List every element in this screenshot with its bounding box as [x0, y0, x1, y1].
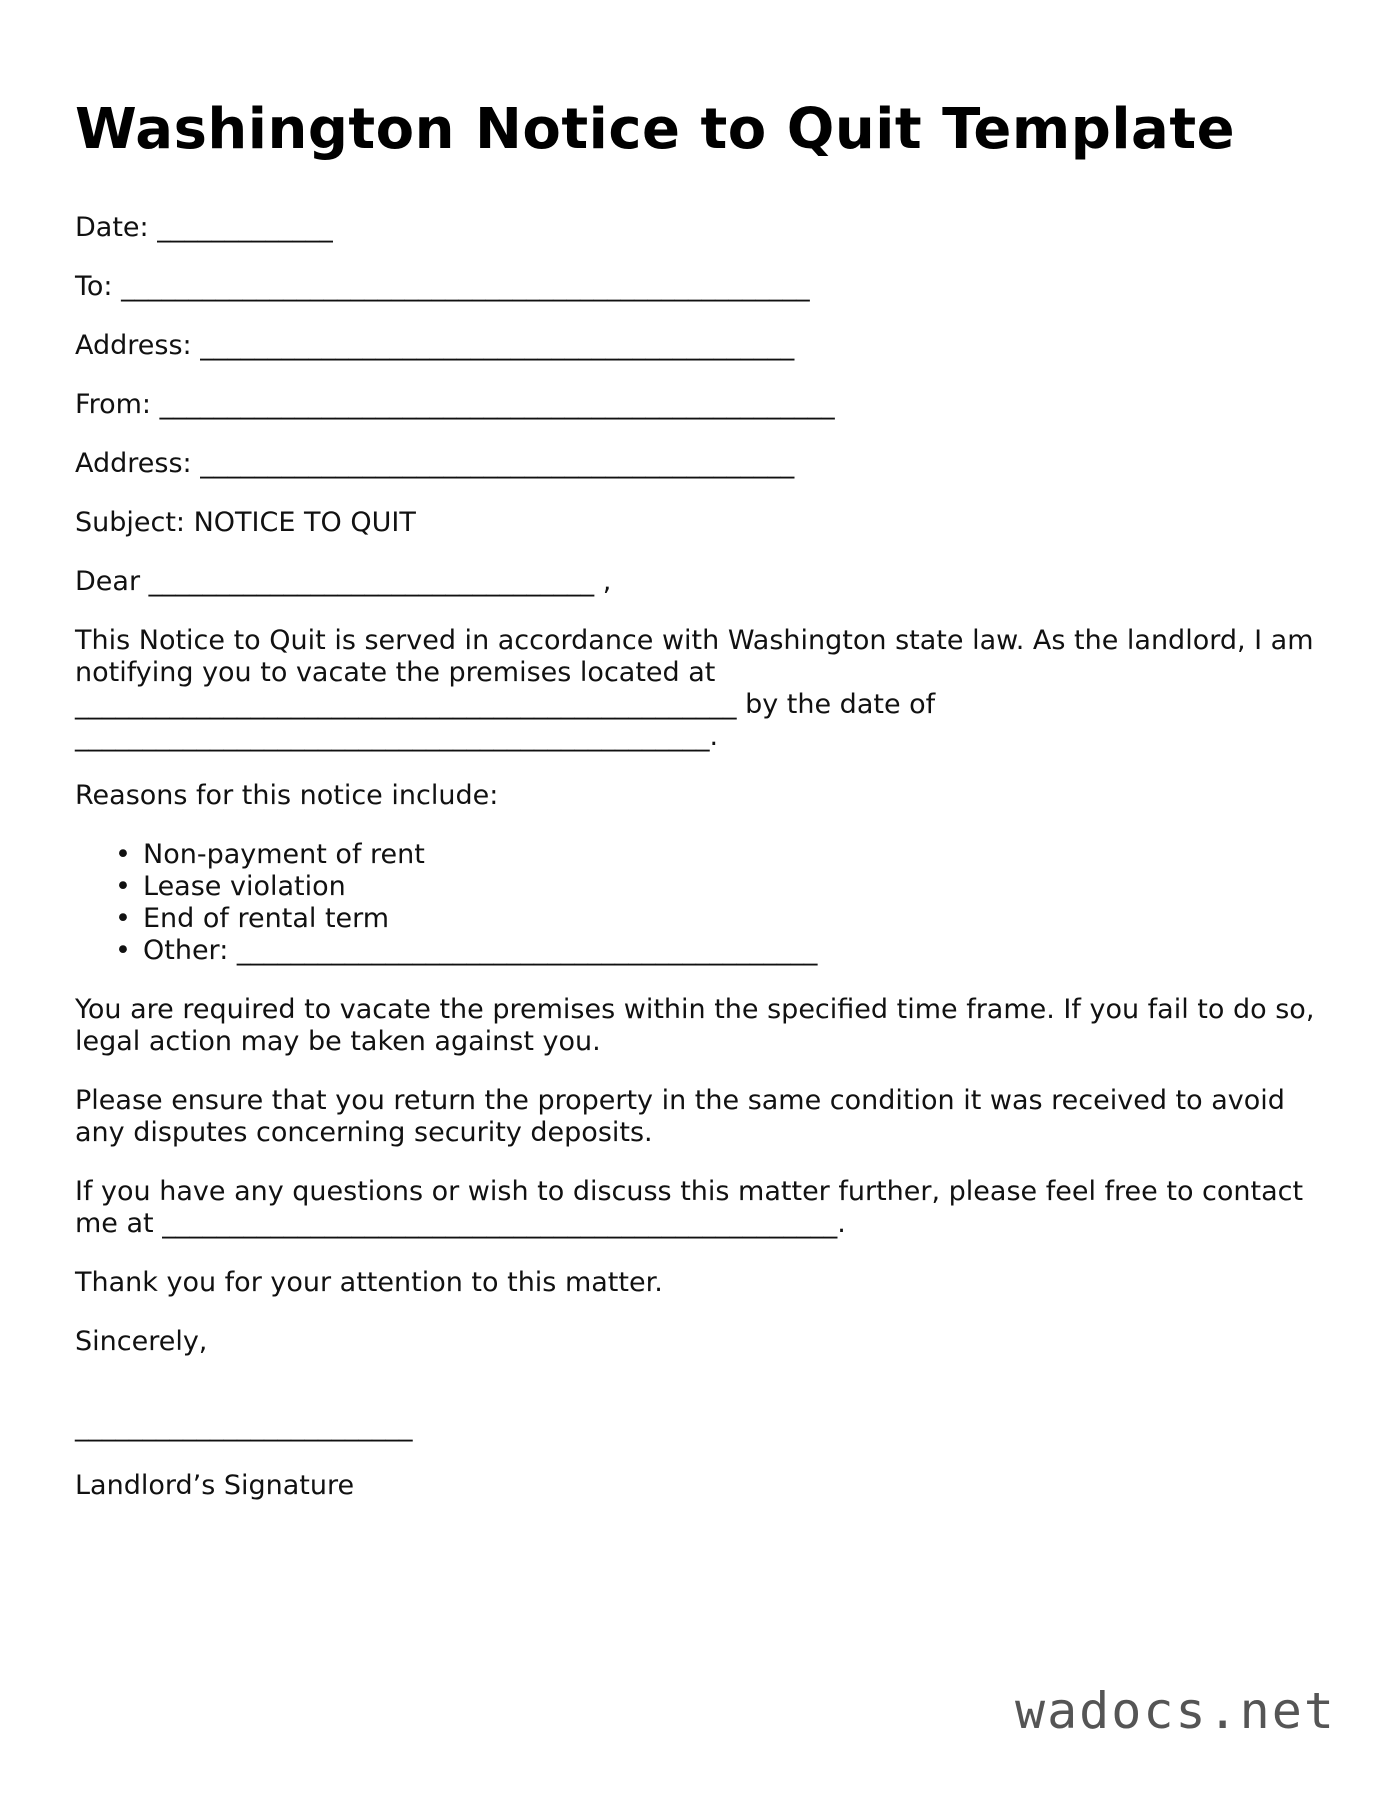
reasons-list	[75, 839, 1325, 967]
reason-text: Non-payment of rent	[143, 839, 425, 870]
list-item	[115, 839, 1325, 871]
document-title: Washington Notice to Quit Template	[75, 97, 1236, 162]
intro-paragraph: This Notice to Quit is served in accordance with Washington state law. As the landlord, I am notifying you to vacate the premises located at _________________________________________________ by the date of _______________________________________________.	[75, 625, 1314, 752]
watermark: wadocs.net	[1014, 1682, 1336, 1740]
closing: Sincerely,	[75, 1326, 208, 1357]
reason-text: Lease violation	[143, 871, 346, 902]
subject-line: Subject: NOTICE TO QUIT	[75, 507, 416, 538]
contact-paragraph: If you have any questions or wish to discuss this matter further, please feel free to contact me at __________________________________________________.	[75, 1176, 1304, 1239]
list-item	[115, 903, 1325, 935]
bullet-icon: •	[115, 903, 131, 934]
vacate-requirement-paragraph: You are required to vacate the premises within the specified time frame. If you fail to do so, legal action may be taken against you.	[75, 994, 1315, 1057]
sender-address-field: Address: ____________________________________________	[75, 448, 795, 479]
bullet-icon: •	[115, 839, 131, 870]
reason-text: Other: ___________________________________________	[143, 935, 818, 966]
signature-line: _________________________	[75, 1411, 413, 1442]
recipient-address-field: Address: ____________________________________________	[75, 330, 795, 361]
salutation: Dear _________________________________ ,	[75, 566, 612, 597]
reason-text: End of rental term	[143, 903, 390, 934]
bullet-icon: •	[115, 935, 131, 966]
list-item	[115, 871, 1325, 903]
document-page	[75, 97, 1325, 1529]
bullet-icon: •	[115, 871, 131, 902]
date-field: Date: _____________	[75, 212, 333, 243]
thanks-paragraph: Thank you for your attention to this matter.	[75, 1267, 663, 1298]
list-item	[115, 935, 1325, 967]
signature-label: Landlord’s Signature	[75, 1470, 355, 1501]
reasons-heading: Reasons for this notice include:	[75, 780, 499, 811]
to-field: To: ___________________________________________________	[75, 271, 810, 302]
property-condition-paragraph: Please ensure that you return the property in the same condition it was received to avoid any disputes concerning security deposits.	[75, 1085, 1285, 1148]
from-field: From: __________________________________________________	[75, 389, 835, 420]
